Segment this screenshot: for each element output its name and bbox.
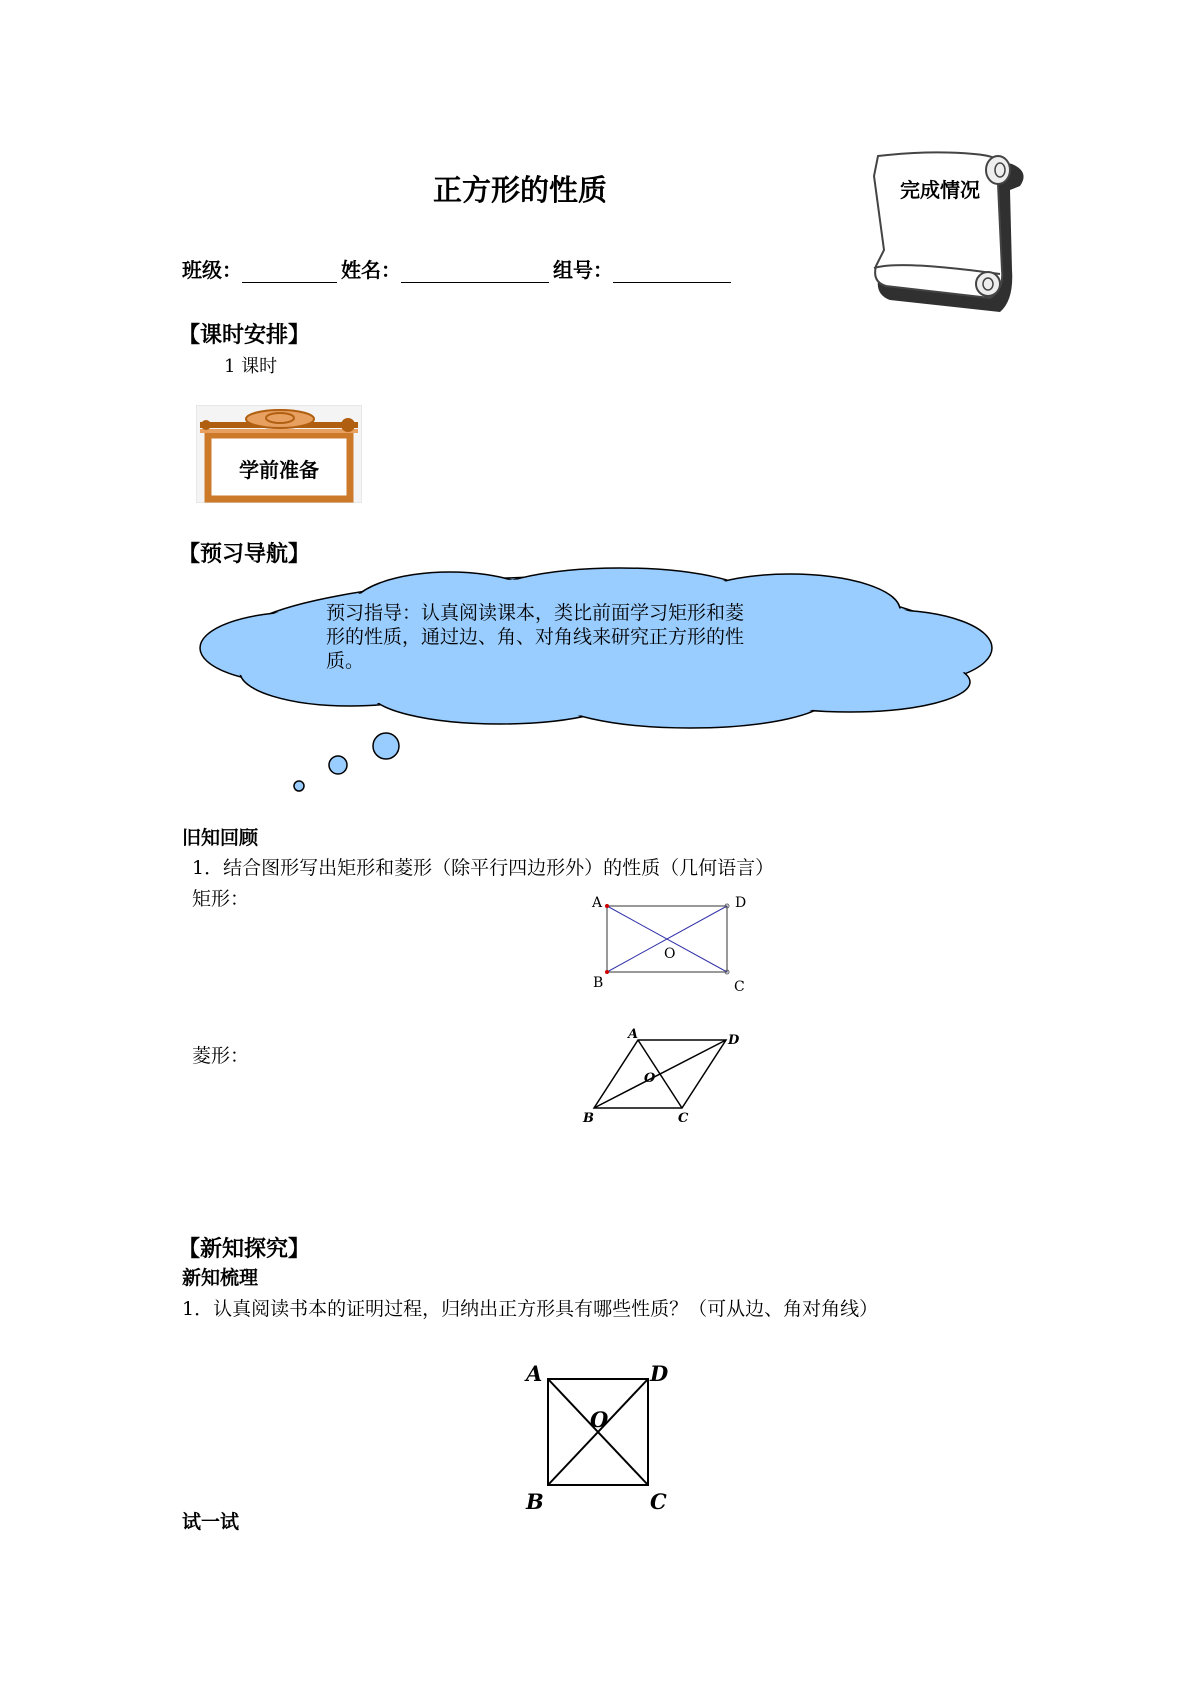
schedule-heading: 【课时安排】 [178,322,311,348]
group-label: 组号： [553,258,613,282]
completion-label: 完成情况 [900,178,980,202]
review-question: 1．结合图形写出矩形和菱形（除平行四边形外）的性质（几何语言） [192,857,775,879]
square-vertex-d: D [650,1361,669,1386]
rectangle-figure [585,888,755,998]
square-center-o: O [590,1407,609,1432]
explore-sub-heading: 新知梳理 [182,1267,259,1289]
explore-question: 1．认真阅读书本的证明过程，归纳出正方形具有哪些性质？（可从边、角对角线） [182,1298,879,1320]
group-field[interactable] [613,260,731,283]
preview-heading: 【预习导航】 [178,541,311,567]
explore-heading: 【新知探究】 [178,1236,311,1262]
rhombus-vertex-c: C [678,1111,689,1126]
preview-guide [326,601,826,673]
square-vertex-b: B [526,1489,544,1514]
rect-vertex-b: B [593,975,604,991]
rect-vertex-c: C [734,979,745,995]
rect-label: 矩形： [192,888,250,910]
square-figure [520,1355,680,1515]
preview-guide-line: 预习指导：认真阅读课本，类比前面学习矩形和菱 [326,602,745,624]
rect-center-o: O [664,946,676,962]
rhombus-vertex-d: D [728,1033,740,1048]
rect-vertex-d: D [735,895,747,911]
rhombus-vertex-a: A [628,1027,639,1042]
preview-guide-line: 形的性质，通过边、角、对角线来研究正方形的性 [326,626,745,648]
name-field[interactable] [401,260,549,283]
rhombus-figure [578,1020,748,1130]
rhombus-label: 菱形： [192,1045,250,1067]
prep-sign-label: 学前准备 [239,458,319,482]
name-label: 姓名： [341,258,401,282]
page-title: 正方形的性质 [432,173,607,207]
class-field[interactable] [242,260,337,283]
rhombus-center-o: O [644,1071,656,1086]
student-info-row [182,254,735,283]
rect-vertex-a: A [592,895,603,911]
preview-guide-line: 质。 [326,650,365,672]
schedule-value: 1 课时 [224,356,278,377]
prep-sign [196,405,362,503]
class-label: 班级： [182,258,242,282]
square-vertex-a: A [526,1361,543,1386]
completion-scroll [870,150,1030,320]
square-vertex-c: C [650,1489,667,1514]
review-heading: 旧知回顾 [182,827,259,849]
rhombus-vertex-b: B [583,1111,594,1126]
try-heading: 试一试 [182,1511,240,1533]
